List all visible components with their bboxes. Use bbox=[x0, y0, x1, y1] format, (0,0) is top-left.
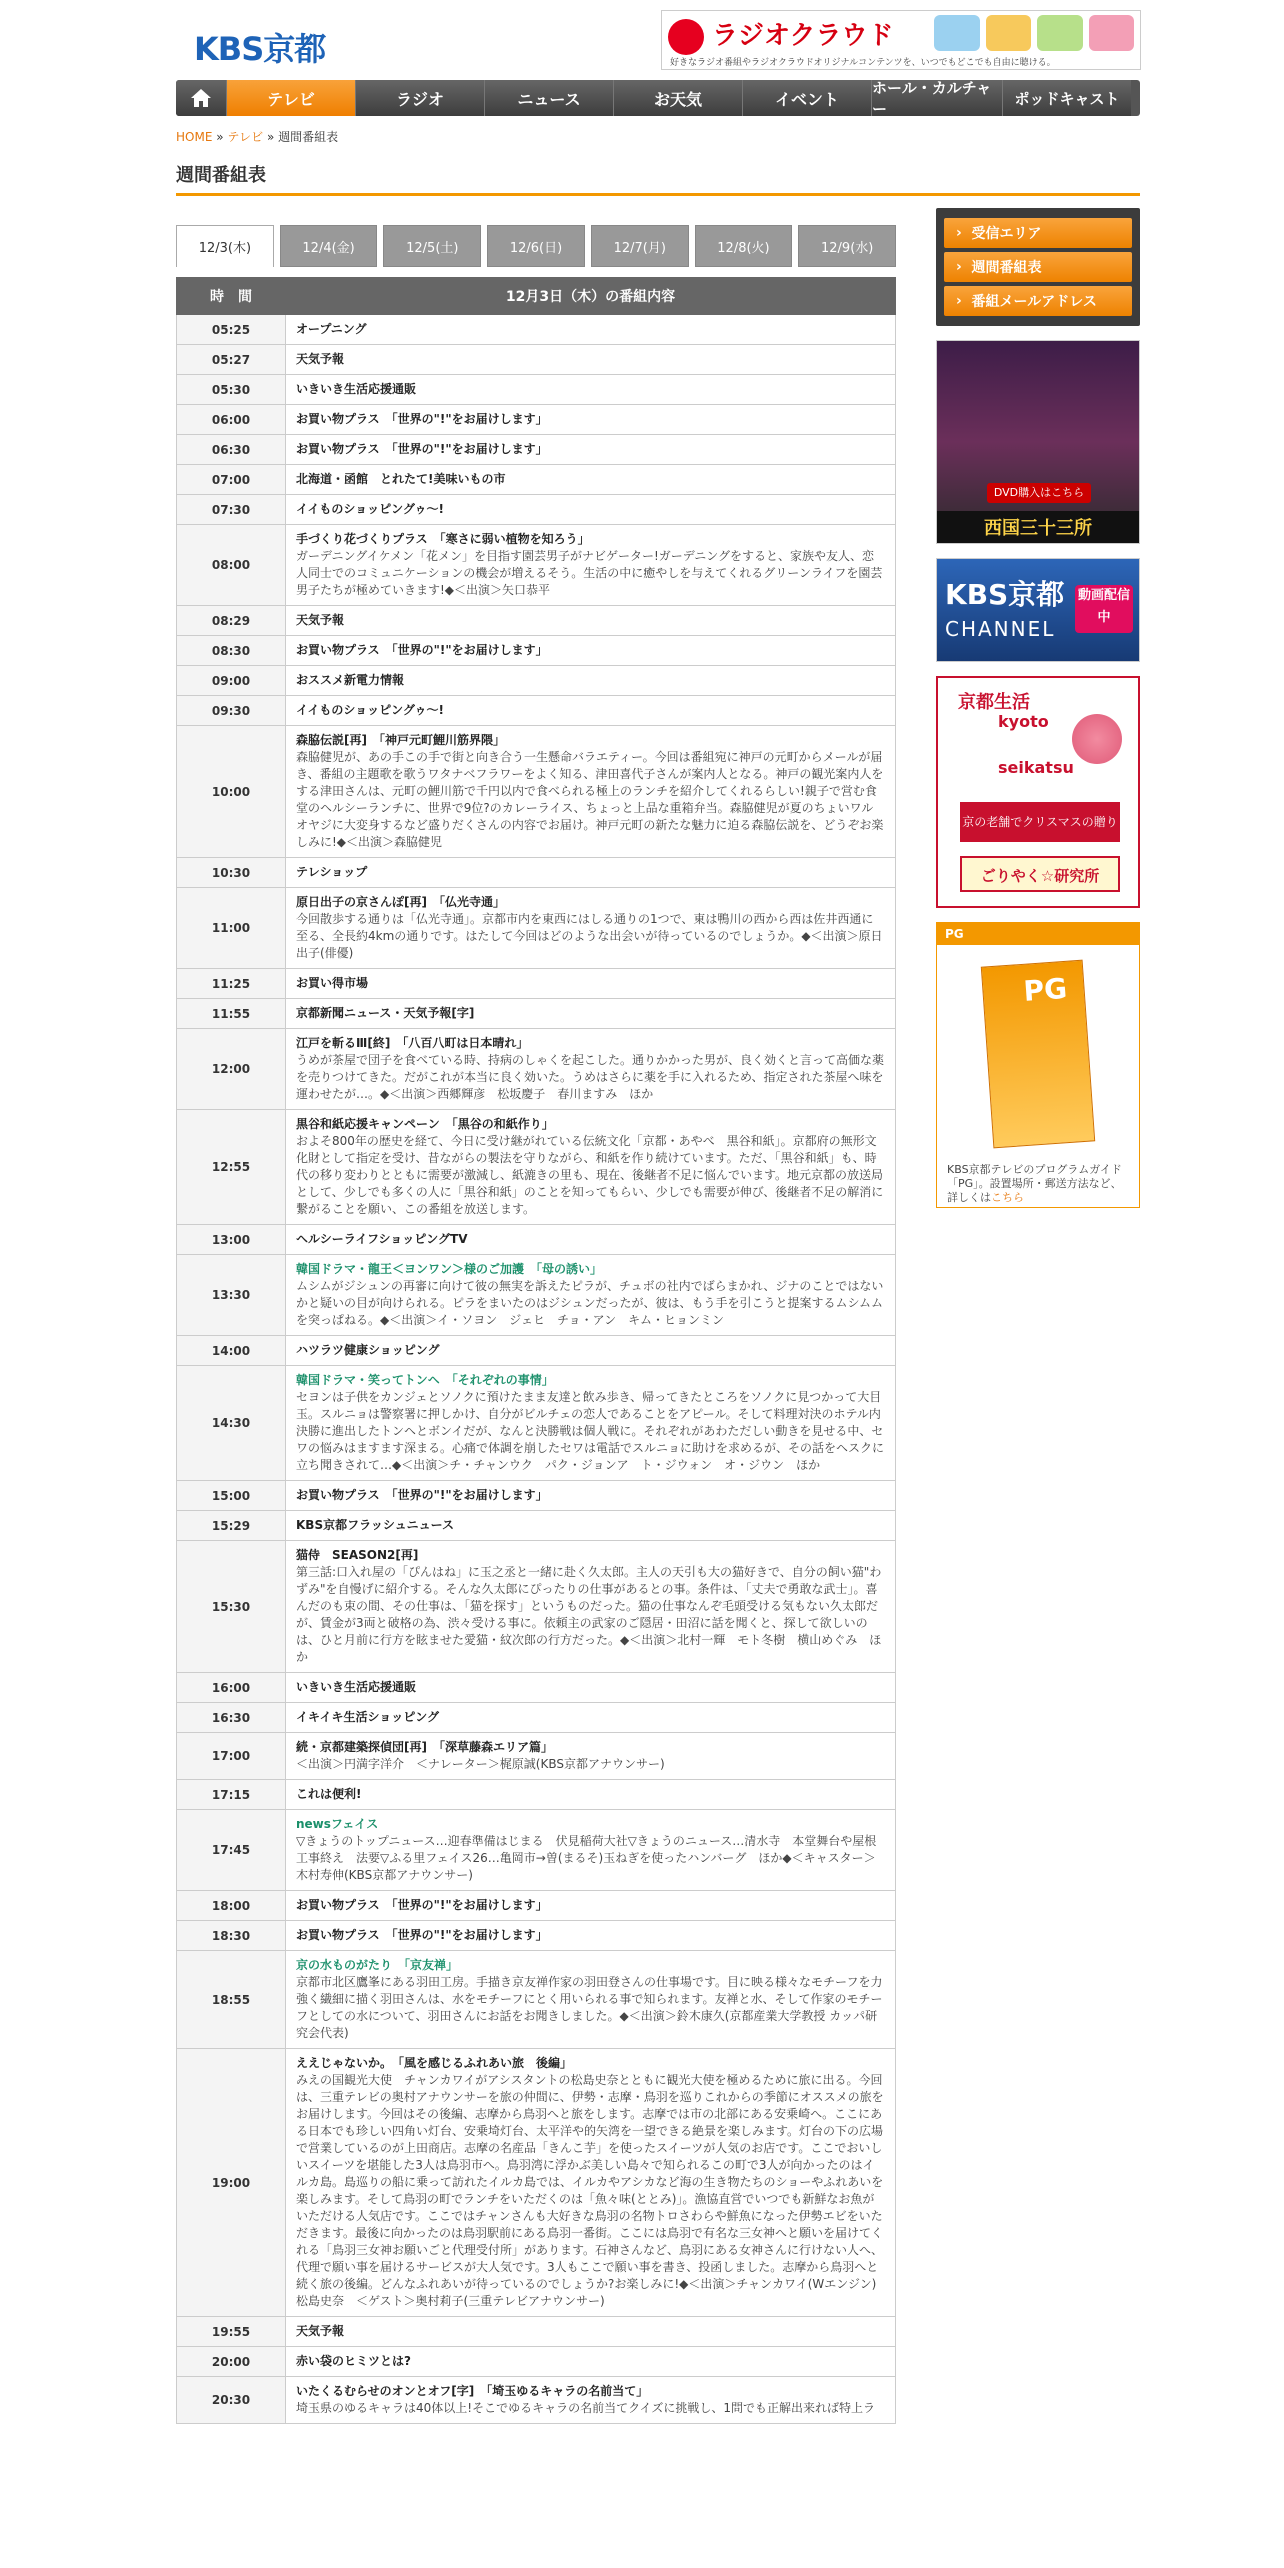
program-cell bbox=[286, 636, 896, 666]
tab-day-6[interactable]: 12/9(水) bbox=[798, 225, 896, 267]
program-time: 05:27 bbox=[177, 345, 286, 375]
header bbox=[176, 0, 1140, 76]
program-time: 20:00 bbox=[177, 2347, 286, 2377]
program-description: 森脇健児が、あの手この手で街と向き合う一生懸命バラエティー。今回は番組宛に神戸の元町からメールが届き、番組の主題歌を歌うワタナベフラワーをよく知る、津田喜代子さんが案内人となる。神戸の観光案内人をする津田さんは、元町の鯉川筋で千円以内で食べられる極上のランチを紹介してくれるらしい!親子で営む食堂のヘルシーランチに、世界で9位?のカレーライス、ちょっと上品な重箱弁当。森脇健児が夏のちょいワルオヤジに大変身するなど盛りだくさんの内容でお届け。神戸元町の新たな魅力に迫る森脇伝説を、どうぞお楽しみに!◆＜出演＞森脇健児 bbox=[296, 750, 884, 849]
table-row bbox=[177, 345, 896, 375]
program-cell bbox=[286, 606, 896, 636]
program-cell bbox=[286, 888, 896, 969]
schedule-main bbox=[176, 225, 896, 2424]
program-time: 08:00 bbox=[177, 525, 286, 606]
program-time: 05:30 bbox=[177, 375, 286, 405]
table-row bbox=[177, 858, 896, 888]
table-row bbox=[177, 1780, 896, 1810]
program-time: 19:55 bbox=[177, 2317, 286, 2347]
program-title: 天気予報 bbox=[296, 2324, 345, 2338]
program-description: ＜出演＞円満字洋介 ＜ナレーター＞梶原誠(KBS京都アナウンサー) bbox=[296, 1757, 665, 1771]
nav-tv[interactable]: テレビ bbox=[227, 80, 356, 116]
program-cell bbox=[286, 1336, 896, 1366]
program-time: 12:00 bbox=[177, 1029, 286, 1110]
program-time: 06:00 bbox=[177, 405, 286, 435]
program-cell bbox=[286, 666, 896, 696]
program-title: 天気予報 bbox=[296, 613, 345, 627]
program-time: 05:25 bbox=[177, 315, 286, 345]
table-row bbox=[177, 375, 896, 405]
program-time: 10:30 bbox=[177, 858, 286, 888]
tab-day-5[interactable]: 12/8(火) bbox=[695, 225, 793, 267]
program-title: オープニング bbox=[296, 322, 367, 336]
table-row bbox=[177, 2347, 896, 2377]
program-title: お買い物プラス 「世界の"!"をお届けします」 bbox=[296, 1898, 548, 1912]
program-time: 17:00 bbox=[177, 1733, 286, 1780]
flower-icon bbox=[1072, 714, 1122, 764]
program-cell bbox=[286, 1255, 896, 1336]
program-time: 11:55 bbox=[177, 999, 286, 1029]
kyoto-title: 京都生活 bbox=[958, 692, 1030, 713]
breadcrumb-sep: » bbox=[216, 130, 224, 144]
program-time: 14:00 bbox=[177, 1336, 286, 1366]
day-tabs bbox=[176, 225, 896, 267]
program-time: 07:30 bbox=[177, 495, 286, 525]
program-time: 17:45 bbox=[177, 1810, 286, 1891]
program-title: お買い物プラス 「世界の"!"をお届けします」 bbox=[296, 643, 548, 657]
table-row bbox=[177, 1110, 896, 1225]
program-time: 17:15 bbox=[177, 1780, 286, 1810]
program-time: 18:00 bbox=[177, 1891, 286, 1921]
program-time: 13:30 bbox=[177, 1255, 286, 1336]
table-row bbox=[177, 525, 896, 606]
side-menu-label: 番組メールアドレス bbox=[971, 294, 1097, 310]
table-row bbox=[177, 1481, 896, 1511]
program-title: 森脇伝説[再] 「神戸元町鯉川筋界隈」 bbox=[296, 733, 505, 747]
program-description: セヨンは子供をカンジェとソノクに預けたまま友達と飲み歩き、帰ってきたところをソノクに見つかって大目玉。スルニョは警察署に押しかけ、自分がビルチェの恋人であることをアピール。そして料理対決のホテル内決勝に進出したトンヘとボンイだが、なんと決勝戦は個人戦に。それぞれがあわただしい動きを見せる中、セワの悩みはますます深まる。心痛で体調を崩したセワは電話でスルニョに助けを求めるが、その話をヘスクに立ち聞きされて…◆＜出演＞チ・チャンウク パク・ジョンア ト・ジウォン オ・ジウン ほか bbox=[296, 1390, 885, 1472]
side-menu-mail[interactable] bbox=[944, 286, 1132, 316]
page-wrapper bbox=[176, 0, 1140, 2415]
program-title: 猫侍 SEASON2[再] bbox=[296, 1548, 419, 1562]
program-cell bbox=[286, 525, 896, 606]
tab-day-3[interactable]: 12/6(日) bbox=[487, 225, 585, 267]
program-title: お買い得市場 bbox=[296, 976, 369, 990]
program-title: お買い物プラス 「世界の"!"をお届けします」 bbox=[296, 412, 548, 426]
program-description: 第三話:口入れ屋の「ぴんはね」に玉之丞と一緒に赴く久太郎。主人の天引も大の猫好きで、自分の飼い猫"わずみ"を自慢げに紹介する。そんな久太郎にぴったりの仕事があるとの事。条件は、「丈夫で勇敢な武士」。喜んだのも束の間、その仕事は、「猫を探す」というものだった。猫の仕事なんぞ毛頭受ける気もない久太郎だが、賃金が3両と破格の為、渋々受ける事に。依頼主の武家のご隠居・田沼に話を聞くと、探して欲しいのは、ひと月前に行方を眩ませた愛猫・紋次郎の行方だった。◆＜出演＞北村一輝 モト冬樹 横山めぐみ ほか bbox=[296, 1565, 882, 1664]
program-cell bbox=[286, 1951, 896, 2049]
program-cell bbox=[286, 1481, 896, 1511]
dvd-label: 西国三十三所 bbox=[937, 511, 1139, 543]
program-time: 09:00 bbox=[177, 666, 286, 696]
schedule-table bbox=[176, 277, 896, 2424]
chevron-right-icon: › bbox=[956, 259, 972, 275]
program-title[interactable]: 韓国ドラマ・笑ってトンヘ 「それぞれの事情」 bbox=[296, 1373, 554, 1387]
table-row bbox=[177, 1225, 896, 1255]
program-time: 18:55 bbox=[177, 1951, 286, 2049]
program-title: テレショップ bbox=[296, 865, 368, 879]
program-cell bbox=[286, 315, 896, 345]
pg-heading: PG bbox=[937, 923, 1139, 945]
program-title: 北海道・函館 とれたて!美味いもの市 bbox=[296, 472, 506, 486]
program-cell bbox=[286, 1541, 896, 1673]
program-title: イイものショッピングゥ～! bbox=[296, 502, 445, 516]
global-nav bbox=[176, 80, 1140, 116]
table-row bbox=[177, 1810, 896, 1891]
program-title: これは便利! bbox=[296, 1787, 362, 1801]
tab-day-4[interactable]: 12/7(月) bbox=[591, 225, 689, 267]
radio-cloud-banner[interactable] bbox=[661, 10, 1141, 70]
dvd-purchase-button: DVD購入はこちら bbox=[987, 483, 1091, 503]
program-cell bbox=[286, 1703, 896, 1733]
program-description: 京都市北区鷹峯にある羽田工房。手描き京友禅作家の羽田登さんの仕事場です。目に映る様々なモチーフを力強く繊細に描く羽田さんは、水をモチーフにとく用いられる事で知られます。友禅と水、そして作家のモチーフとしての水について、羽田さんにお話をお聞きしました。◆＜出演＞鈴木康久(京都産業大学教授 カッパ研究会代表) bbox=[296, 1975, 883, 2040]
channel-title: KBS京都 bbox=[945, 578, 1065, 611]
table-row bbox=[177, 315, 896, 345]
table-row bbox=[177, 1733, 896, 1780]
program-cell bbox=[286, 999, 896, 1029]
program-cell bbox=[286, 2049, 896, 2317]
program-title: お買い物プラス 「世界の"!"をお届けします」 bbox=[296, 1488, 548, 1502]
nav-hall-culture[interactable]: ホール・カルチャー bbox=[872, 80, 1003, 116]
program-cell bbox=[286, 726, 896, 858]
side-menu bbox=[936, 208, 1140, 326]
program-description: ムシムがジシュンの再審に向けて彼の無実を訴えたピラが、チュボの社内でばらまかれ、ジナのことではないかと疑いの目が向けられる。ピラをまいたのはジシュンだったが、彼は、もう手を引こうと提案するムシムムを突っぱねる。◆＜出演＞イ・ソヨン ジェヒ チョ・アン キム・ヒョンミン bbox=[296, 1279, 884, 1327]
program-description: およそ800年の歴史を経て、今日に受け継がれている伝統文化「京都・あやべ 黒谷和紙」。京都府の無形文化財として指定を受け、昔ながらの製法を守りながら、和紙を作り続けています。ただ、「黒谷和紙」も、時代の移り変わりとともに需要が激減し、紙漉きの里も、現在、後継者不足に悩んでいます。地元京都の放送局として、少しでも多くの人に「黒谷和紙」のことを知ってもらい、少しでも需要が伸び、後継者不足の解消に繋がることを願い、この番組を放送します。 bbox=[296, 1134, 884, 1216]
breadcrumb-home[interactable]: HOME bbox=[176, 130, 213, 144]
program-cell bbox=[286, 2347, 896, 2377]
program-cell bbox=[286, 1225, 896, 1255]
kyoto-roman: kyoto bbox=[998, 712, 1049, 731]
program-cell bbox=[286, 1110, 896, 1225]
table-row bbox=[177, 888, 896, 969]
program-cell bbox=[286, 345, 896, 375]
program-description: 埼玉県のゆるキャラは40体以上!そこでゆるキャラの名前当てクイズに挑戦し、1問でも正解出来れば特上ラ bbox=[296, 2401, 875, 2415]
program-cell bbox=[286, 495, 896, 525]
sidebar bbox=[936, 208, 1140, 1208]
program-time: 20:30 bbox=[177, 2377, 286, 2424]
nav-podcast[interactable]: ポッドキャスト bbox=[1003, 80, 1131, 116]
program-time: 12:55 bbox=[177, 1110, 286, 1225]
program-time: 14:30 bbox=[177, 1366, 286, 1481]
table-row bbox=[177, 435, 896, 465]
tab-day-0[interactable]: 12/3(木) bbox=[176, 225, 274, 267]
program-time: 08:29 bbox=[177, 606, 286, 636]
program-title: イキイキ生活ショッピング bbox=[296, 1710, 440, 1724]
banner-title: ラジオクラウド bbox=[712, 21, 894, 51]
pg-box bbox=[936, 922, 1140, 1208]
side-menu-label: 週間番組表 bbox=[971, 260, 1042, 276]
program-time: 11:00 bbox=[177, 888, 286, 969]
program-title: 京都新聞ニュース・天気予報[字] bbox=[296, 1006, 475, 1020]
program-time: 16:00 bbox=[177, 1673, 286, 1703]
program-title: いたくるむらせのオンとオフ[字] 「埼玉ゆるキャラの名前当て」 bbox=[296, 2384, 649, 2398]
kbs-channel-banner[interactable] bbox=[936, 558, 1140, 662]
header-time: 時 間 bbox=[177, 278, 286, 315]
side-menu-area[interactable] bbox=[944, 218, 1132, 248]
program-title: ハツラツ健康ショッピング bbox=[296, 1343, 440, 1357]
program-title: 続・京都建築探偵団[再] 「深草藤森エリア篇」 bbox=[296, 1740, 553, 1754]
program-title: お買い物プラス 「世界の"!"をお届けします」 bbox=[296, 442, 548, 456]
program-title: おススメ新電力情報 bbox=[296, 673, 405, 687]
program-cell bbox=[286, 405, 896, 435]
breadcrumb-current: 週間番組表 bbox=[278, 130, 339, 144]
channel-subtitle: CHANNEL bbox=[945, 617, 1056, 641]
pg-cover-image[interactable] bbox=[981, 960, 1095, 1149]
program-cell bbox=[286, 2377, 896, 2424]
program-time: 15:30 bbox=[177, 1541, 286, 1673]
table-row bbox=[177, 2317, 896, 2347]
program-title: 手づくり花づくりプラス 「寒さに弱い植物を知ろう」 bbox=[296, 532, 590, 546]
table-row bbox=[177, 726, 896, 858]
table-row bbox=[177, 1029, 896, 1110]
home-icon bbox=[190, 88, 212, 108]
nav-radio[interactable]: ラジオ bbox=[356, 80, 485, 116]
program-title: KBS京都フラッシュニュース bbox=[296, 1518, 455, 1532]
program-title: 原日出子の京さんぽ[再] 「仏光寺通」 bbox=[296, 895, 505, 909]
program-description: ガーデニングイケメン「花メン」を目指す園芸男子がナビゲーター!ガーデニングをすると、家族や友人、恋人同士でのコミュニケーションの機会が増えるそう。生活の中に癒やしを与えてくれるグリーンライフを園芸男子たちが極めていきます!◆＜出演＞矢口恭平 bbox=[296, 549, 883, 597]
saigoku-dvd-banner[interactable] bbox=[936, 340, 1140, 544]
program-time: 18:30 bbox=[177, 1921, 286, 1951]
nav-home[interactable] bbox=[176, 80, 227, 116]
nav-event[interactable]: イベント bbox=[743, 80, 872, 116]
breadcrumb-tv[interactable]: テレビ bbox=[227, 130, 264, 144]
program-title[interactable]: 京の水ものがたり 「京友禅」 bbox=[296, 1958, 459, 1972]
program-cell bbox=[286, 375, 896, 405]
program-description: みえの国観光大使 チャンカワイがアシスタントの松島史奈とともに観光大使を極めるために旅に出る。今回は、三重テレビの奥村アナウンサーを旅の仲間に、伊勢・志摩・鳥羽を巡りこれからの季節にオススメの旅をお届けします。今回はその後編、志摩から鳥羽へと旅をします。志摩では市の北部にある安乗崎へ。ここにある日本でも珍しい四角い灯台、安乗埼灯台、太平洋や的矢湾を一望できる絶景を楽しみます。灯台の下の広場で営業しているのが上田商店。志摩の名産品「きんこ芋」を使ったスイーツが人気のお店です。ここでおいしいスイーツを堪能した3人は鳥羽市へ。鳥羽湾に浮かぶ美しい島々で知られるこの町で3人が向かったのはイルカ島。島巡りの船に乗って訪れたイルカ島では、イルカやアシカなど海の生き物たちのショーやふれあいを楽しみます。そして鳥羽の町でランチをいただくのは「魚々味(ととみ)」。漁協直営でいつでも新鮮なお魚がいただける人気店です。ここではチャンさんも大好きな鳥羽の名物トロさわらや鮮魚になった伊勢エビをいただきます。最後に向かったのは鳥羽駅前にある鳥羽一番街。ここには鳥羽で有名な三女神へと願いを届けてくれる「鳥羽三女神お願いごと代理受付所」があります。石神さんなど、鳥羽にある女神さんに行けない人へ、代理で願い事を届けるサービスが大人気です。3人もここで願い事を書き、投函しました。志摩から鳥羽へと続く旅の後編。どんなふれあいが待っているのでしょうか?お楽しみに!◆＜出演＞チャンカワイ(Wエンジン) 松島史奈 ＜ゲスト＞奥村莉子(三重テレビアナウンサー) bbox=[296, 2073, 889, 2308]
nav-news[interactable]: ニュース bbox=[485, 80, 614, 116]
program-cell bbox=[286, 1366, 896, 1481]
program-title[interactable]: newsフェイス bbox=[296, 1817, 379, 1831]
kbs-logo[interactable]: KBS京都 bbox=[194, 30, 326, 68]
program-description: ▽きょうのトップニュース…迎春準備はじまる 伏見稲荷大社▽きょうのニュース…清水寺 本堂舞台や屋根 工事終え 法要▽ふる里フェイス26…亀岡市→曽(まるそ)玉ねぎを使ったハンバーグ ほか◆＜キャスター＞木村寿伸(KBS京都アナウンサー) bbox=[296, 1834, 889, 1882]
goriyaku-link[interactable]: ごりやく☆研究所 bbox=[960, 856, 1120, 892]
table-row bbox=[177, 1951, 896, 2049]
program-time: 15:29 bbox=[177, 1511, 286, 1541]
table-row bbox=[177, 969, 896, 999]
program-title: 天気予報 bbox=[296, 352, 345, 366]
tab-day-1[interactable]: 12/4(金) bbox=[280, 225, 378, 267]
pg-text: KBS京都テレビのプログラムガイド「PG」。設置場所・郵送方法など、詳しくは bbox=[947, 1163, 1122, 1204]
table-row bbox=[177, 2049, 896, 2317]
program-time: 13:00 bbox=[177, 1225, 286, 1255]
table-row bbox=[177, 999, 896, 1029]
table-row bbox=[177, 696, 896, 726]
banner-illustration bbox=[934, 15, 1134, 51]
program-time: 16:30 bbox=[177, 1703, 286, 1733]
program-cell bbox=[286, 1511, 896, 1541]
program-cell bbox=[286, 858, 896, 888]
kyoto-seikatsu: seikatsu bbox=[998, 758, 1074, 777]
program-title: ヘルシーライフショッピングTV bbox=[296, 1232, 468, 1246]
program-title: いきいき生活応援通販 bbox=[296, 382, 417, 396]
program-description: うめが茶屋で団子を食べている時、持病のしゃくを起こした。通りかかった男が、良く効くと言って高価な薬を売りつけてきた。だがこれが本当に良く効いた。うめはさらに薬を手に入れるため、指定された茶屋へ味を運わせたが…。◆＜出演＞西郷輝彦 松坂慶子 春川ますみ ほか bbox=[296, 1053, 885, 1101]
program-title[interactable]: 韓国ドラマ・龍王＜ヨンワン＞様のご加護 「母の誘い」 bbox=[296, 1262, 603, 1276]
chevron-right-icon: › bbox=[956, 293, 972, 309]
program-time: 09:30 bbox=[177, 696, 286, 726]
kyoto-xmas-link[interactable]: 京の老舗でクリスマスの贈り bbox=[960, 802, 1120, 842]
page-title: 週間番組表 bbox=[176, 161, 1140, 196]
side-menu-label: 受信エリア bbox=[971, 226, 1042, 242]
nav-weather[interactable]: お天気 bbox=[614, 80, 743, 116]
program-description: 今回散歩する通りは「仏光寺通」。京都市内を東西にはしる通りの1つで、東は鴨川の西から西は佐井西通に至る、全長約4kmの通りです。はたして今回はどのような出会いが待っているのでしょうか。◆＜出演＞原日出子(俳優) bbox=[296, 912, 883, 960]
table-row bbox=[177, 636, 896, 666]
pg-cover-label: PG bbox=[1022, 971, 1069, 1008]
table-row bbox=[177, 495, 896, 525]
program-cell bbox=[286, 1780, 896, 1810]
program-cell bbox=[286, 1029, 896, 1110]
table-row bbox=[177, 465, 896, 495]
table-row bbox=[177, 1703, 896, 1733]
program-title: 赤い袋のヒミツとは? bbox=[296, 2354, 411, 2368]
program-cell bbox=[286, 465, 896, 495]
table-row bbox=[177, 666, 896, 696]
program-time: 08:30 bbox=[177, 636, 286, 666]
table-row bbox=[177, 606, 896, 636]
table-row bbox=[177, 1541, 896, 1673]
program-title: イイものショッピングゥ～! bbox=[296, 703, 445, 717]
program-time: 06:30 bbox=[177, 435, 286, 465]
table-row bbox=[177, 2377, 896, 2424]
program-cell bbox=[286, 2317, 896, 2347]
table-header-row bbox=[177, 278, 896, 315]
table-row bbox=[177, 1336, 896, 1366]
program-cell bbox=[286, 435, 896, 465]
program-cell bbox=[286, 969, 896, 999]
program-cell bbox=[286, 1733, 896, 1780]
program-title: お買い物プラス 「世界の"!"をお届けします」 bbox=[296, 1928, 548, 1942]
program-cell bbox=[286, 1673, 896, 1703]
program-title: いきいき生活応援通販 bbox=[296, 1680, 417, 1694]
program-cell bbox=[286, 1810, 896, 1891]
table-row bbox=[177, 1511, 896, 1541]
chevron-right-icon: › bbox=[956, 225, 972, 241]
breadcrumb-sep: » bbox=[267, 130, 275, 144]
schedule-body bbox=[177, 315, 896, 2424]
pg-link[interactable]: こちら bbox=[991, 1191, 1024, 1204]
table-row bbox=[177, 1255, 896, 1336]
table-row bbox=[177, 1891, 896, 1921]
table-row bbox=[177, 1921, 896, 1951]
header-content: 12月3日（木）の番組内容 bbox=[286, 278, 896, 315]
table-row bbox=[177, 1366, 896, 1481]
program-title: ええじゃないか。 「風を感じるふれあい旅 後編」 bbox=[296, 2056, 573, 2070]
channel-badge: 動画配信中 bbox=[1075, 585, 1133, 633]
program-time: 10:00 bbox=[177, 726, 286, 858]
program-title: 江戸を斬るⅢ[終] 「八百八町は日本晴れ」 bbox=[296, 1036, 529, 1050]
program-title: 黒谷和紙応援キャンペーン 「黒谷の和紙作り」 bbox=[296, 1117, 554, 1131]
banner-subtitle: 好きなラジオ番組やラジオクラウドオリジナルコンテンツを、いつでもどこでも自由に聴ける。 bbox=[670, 58, 1056, 68]
breadcrumb bbox=[176, 128, 1140, 145]
program-time: 15:00 bbox=[177, 1481, 286, 1511]
program-cell bbox=[286, 1921, 896, 1951]
program-time: 07:00 bbox=[177, 465, 286, 495]
side-menu-weekly[interactable] bbox=[944, 252, 1132, 282]
program-time: 19:00 bbox=[177, 2049, 286, 2317]
radio-cloud-icon bbox=[668, 19, 704, 55]
kyoto-seikatsu-banner[interactable] bbox=[936, 676, 1140, 908]
table-row bbox=[177, 1673, 896, 1703]
program-cell bbox=[286, 696, 896, 726]
table-row bbox=[177, 405, 896, 435]
program-time: 11:25 bbox=[177, 969, 286, 999]
pg-description bbox=[947, 1163, 1131, 1205]
program-cell bbox=[286, 1891, 896, 1921]
tab-day-2[interactable]: 12/5(土) bbox=[383, 225, 481, 267]
